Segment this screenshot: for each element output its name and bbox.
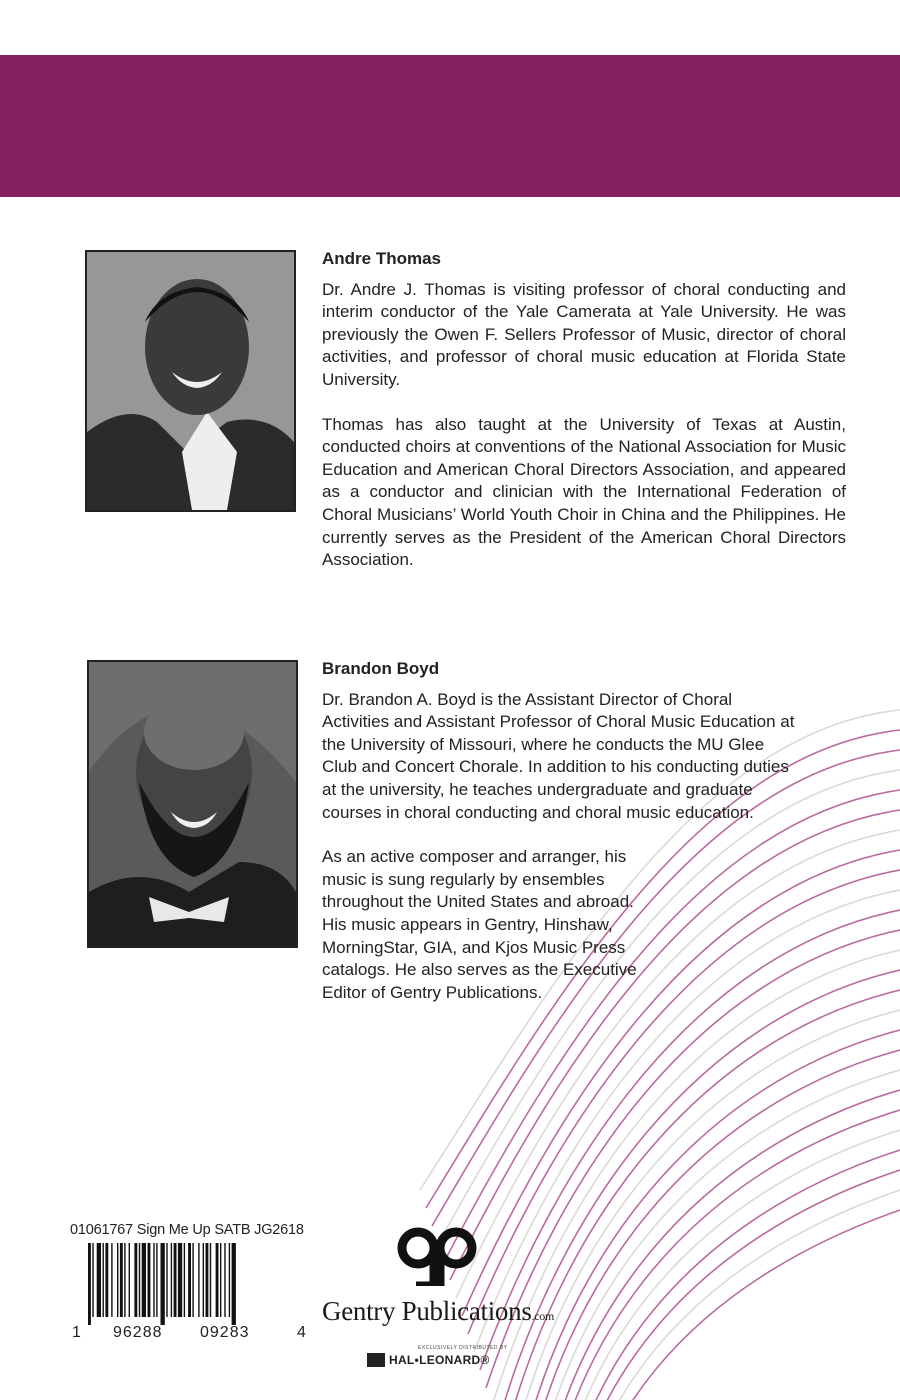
barcode-bar <box>92 1243 93 1317</box>
barcode-bar <box>174 1243 177 1317</box>
barcode-bar <box>105 1243 108 1317</box>
portrait-andre-thomas <box>85 250 296 512</box>
barcode-bar <box>148 1243 151 1317</box>
barcode-bar <box>224 1243 225 1317</box>
wave-line <box>569 1210 900 1400</box>
bio-paragraph: As an active composer and arranger, his music is sung regularly by ensembles throughout the United States and abroad. His music appears in Gentry, Hinshaw, MorningStar, GIA, and Kjos Music Press catalogs. He also serves as the Executive Editor of Gentry Publications. <box>322 847 637 1002</box>
barcode-bar <box>156 1243 157 1317</box>
bio-name: Brandon Boyd <box>322 659 440 678</box>
barcode-bar <box>153 1243 154 1317</box>
barcode-bar <box>97 1243 101 1317</box>
wave-line <box>540 1110 900 1400</box>
barcode-bar <box>188 1243 191 1317</box>
barcode-bar <box>103 1243 104 1317</box>
barcode-bar <box>210 1243 211 1317</box>
wave-line <box>528 1070 900 1400</box>
barcode-bar <box>171 1243 172 1317</box>
barcode-bar <box>129 1243 130 1317</box>
barcode-bar <box>120 1243 123 1317</box>
barcode-bar <box>229 1243 230 1317</box>
barcode-bar <box>198 1243 199 1317</box>
wave-line <box>552 1150 900 1400</box>
barcode-bar <box>142 1243 146 1317</box>
distributor-name: HAL•LEONARD® <box>389 1353 490 1367</box>
publisher-name-text: Gentry Publications <box>322 1296 532 1326</box>
barcode-bar <box>206 1243 209 1317</box>
barcode-digits-right: 09283 <box>200 1324 250 1341</box>
bio-paragraph: Thomas has also taught at the University of Texas at Austin, conducted choirs at conventions of the National Association for Music Education and American Choral Directors Association, and appeared as a conductor and clinician with the International Federation of Choral Musicians’ World Youth Choir in China and the Philippines. He currently serves as the President of the American Choral Directors Association. <box>322 414 846 570</box>
barcode <box>88 1243 298 1325</box>
wave-line <box>558 1170 900 1400</box>
wave-line <box>564 1190 900 1400</box>
barcode-bar <box>166 1243 167 1317</box>
barcode-digit-trail: 4 <box>297 1324 306 1341</box>
barcode-bar <box>216 1243 219 1317</box>
distributor-note: EXCLUSIVELY DISTRIBUTED BY <box>418 1345 508 1351</box>
wave-line <box>546 1130 900 1400</box>
bio-brandon-boyd <box>322 658 812 1026</box>
barcode-bar <box>111 1243 112 1317</box>
barcode-bar <box>232 1243 236 1325</box>
publisher-suffix: .com <box>531 1309 554 1323</box>
barcode-bar <box>220 1243 221 1317</box>
top-color-band <box>0 55 900 197</box>
barcode-bar <box>178 1243 182 1317</box>
barcode-digits-left: 96288 <box>113 1324 163 1341</box>
hal-leonard-logo-icon <box>367 1353 385 1367</box>
wave-line <box>498 970 900 1400</box>
product-code-line: 01061767 Sign Me Up SATB JG2618 <box>70 1222 304 1238</box>
wave-line <box>510 1010 900 1400</box>
bio-andre-thomas <box>322 248 846 594</box>
bio-name: Andre Thomas <box>322 249 442 268</box>
publisher-name <box>322 1296 554 1327</box>
barcode-digit-lead: 1 <box>72 1324 81 1341</box>
barcode-bar <box>139 1243 140 1317</box>
bio-paragraph: Dr. Andre J. Thomas is visiting professor of choral conducting and interim conductor of the Yale Camerata at Yale University. He was previously the Owen F. Sellers Professor of Music, director of choral activities, and professor of choral music education at Florida State University. <box>322 279 846 389</box>
wave-line <box>504 990 900 1400</box>
portrait-brandon-boyd <box>87 660 298 948</box>
barcode-bar <box>124 1243 125 1317</box>
wave-line <box>531 1090 900 1400</box>
barcode-bar <box>184 1243 185 1317</box>
wave-line <box>522 1050 900 1400</box>
bio-paragraph: Dr. Brandon A. Boyd is the Assistant Director of Choral Activities and Assistant Professor of Choral Music Education at the University of Missouri, where he conducts the MU Glee Club and Concert Chorale. In addition to his conducting duties at the university, he teaches undergraduate and graduate courses in choral conducting and choral music education. <box>322 689 795 822</box>
barcode-bar <box>134 1243 137 1317</box>
barcode-bar <box>117 1243 118 1317</box>
wave-line <box>516 1030 900 1400</box>
barcode-bar <box>161 1243 165 1325</box>
barcode-bar <box>203 1243 204 1317</box>
barcode-bar <box>192 1243 193 1317</box>
barcode-bar <box>88 1243 91 1325</box>
gentry-logo-icon <box>396 1220 478 1286</box>
